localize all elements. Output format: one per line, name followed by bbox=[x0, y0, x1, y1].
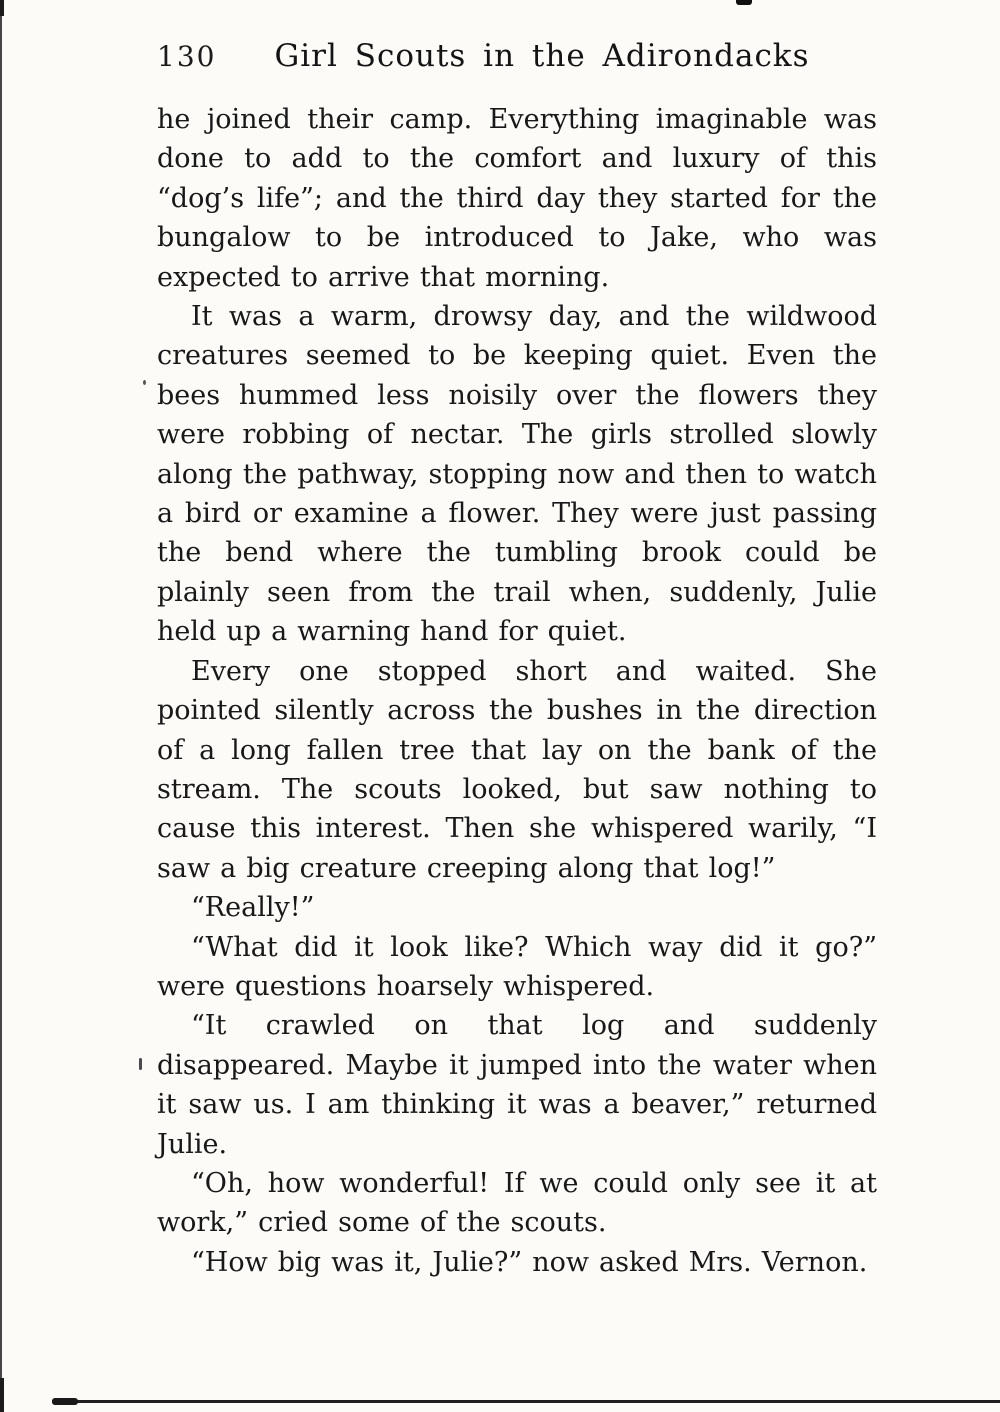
scan-speck-left bbox=[139, 1058, 142, 1070]
paragraph-2: It was a warm, drowsy day, and the wildwood creatures seemed to be keeping quiet. Even the bees hummed less noisily over the flowers they were robbing of nectar. The girls strolled slowly along the pathway, stopping now and then to watch a bird or examine a flower. They were just passing the bend where the tumbling brook could be plainly seen from the trail when, suddenly, Julie held up a warning hand for quiet. bbox=[157, 301, 877, 648]
scan-edge-left bbox=[0, 0, 2, 1412]
scan-edge-bottom bbox=[52, 1400, 1000, 1403]
paragraph-8: “How big was it, Julie?” now asked Mrs. Vernon. bbox=[191, 1246, 868, 1278]
paragraph-1: he joined their camp. Everything imaginable was done to add to the comfort and luxury of this “dog’s life”; and the third day they started for the bungalow to be introduced to Jake, who was expected to arrive that morning. bbox=[157, 104, 877, 293]
paragraph-7: “Oh, how wonderful! If we could only see it at work,” cried some of the scouts. bbox=[157, 1167, 877, 1239]
running-title: Girl Scouts in the Adirondacks bbox=[274, 38, 810, 74]
page-number: 130 bbox=[157, 40, 217, 73]
scan-edge-left-top bbox=[0, 0, 4, 16]
paragraph-4: “Really!” bbox=[191, 892, 315, 924]
scan-mark-top bbox=[736, 0, 752, 5]
scan-edge-bottom-nub bbox=[52, 1398, 78, 1405]
scan-edge-left-bottom bbox=[0, 1378, 4, 1412]
paragraph-3: Every one stopped short and waited. She pointed silently across the bushes in the direction of a long fallen tree that lay on the bank of the stream. The scouts looked, but saw nothing to cause this interest. Then she whispered warily, “I saw a big creature creeping along that log!” bbox=[157, 655, 877, 884]
scan-speck-dot bbox=[143, 380, 146, 385]
paragraph-6: “It crawled on that log and suddenly disappeared. Maybe it jumped into the water when it saw us. I am thinking it was a beaver,” returned Julie. bbox=[157, 1010, 877, 1160]
book-page bbox=[157, 38, 877, 1282]
page-header bbox=[157, 38, 877, 74]
text-block bbox=[157, 100, 877, 1282]
paragraph-5: “What did it look like? Which way did it go?” were questions hoarsely whispered. bbox=[157, 931, 877, 1002]
